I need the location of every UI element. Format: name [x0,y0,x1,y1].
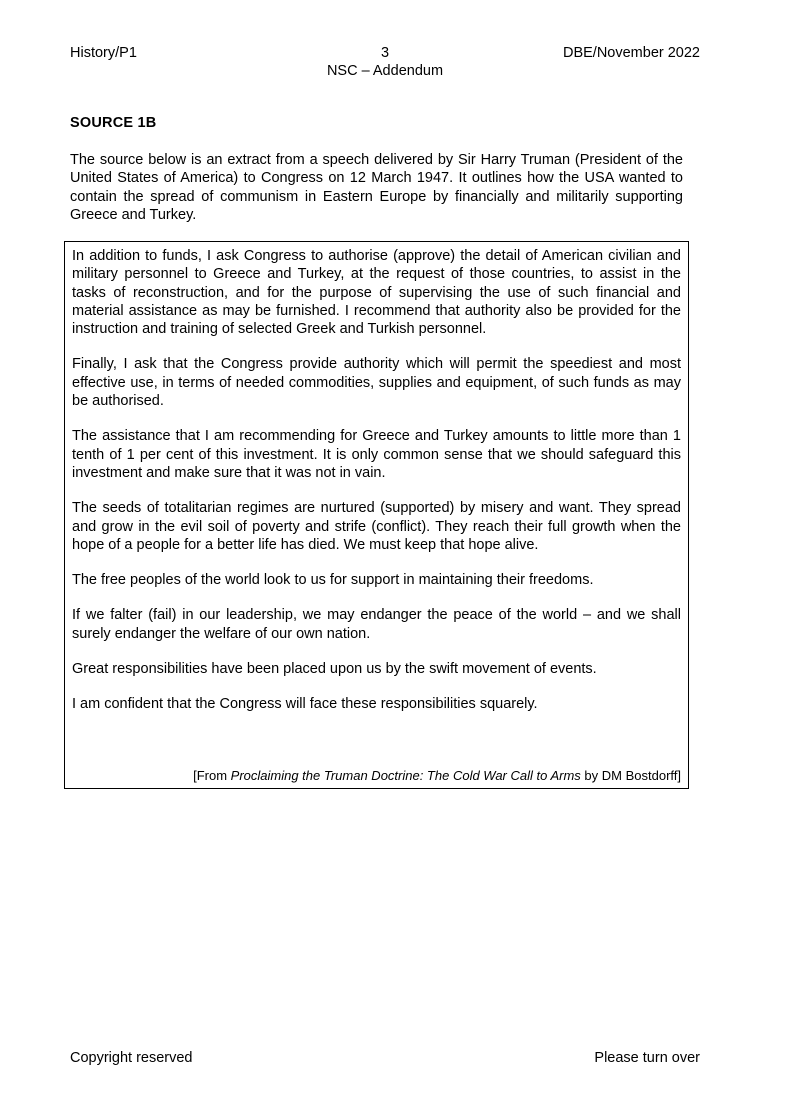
page-header [70,44,700,86]
source-paragraph: If we falter (fail) in our leadership, we may endanger the peace of the world – and we shall surely endanger the welfare of our own nation. [72,607,681,642]
source-paragraph: I am confident that the Congress will face these responsibilities squarely. [72,696,538,713]
attribution-book-title: Proclaiming the Truman Doctrine: The Cold War Call to Arms [230,768,581,783]
source-paragraph: The assistance that I am recommending for Greece and Turkey amounts to little more than 1 tenth of 1 per cent of this investment. It is only common sense that we should safeguard this investment and make sure that it was not in vain. [72,428,681,481]
source-paragraph: The seeds of totalitarian regimes are nurtured (supported) by misery and want. They spread and grow in the evil soil of poverty and strife (conflict). They reach their full growth when the hope of a people for a better life has died. We must keep that hope alive. [72,500,681,553]
source-introduction-text: The source below is an extract from a speech delivered by Sir Harry Truman (President of the United States of America) to Congress on 12 March 1947. It outlines how the USA wanted to contain the spread of communism in Eastern Europe by financially and militarily supporting Greece and Turkey. [70,152,683,223]
footer-turn-over-notice: Please turn over [594,1050,700,1066]
header-subject-label: History/P1 [70,45,137,61]
attribution-prefix: [From [193,768,231,783]
header-document-subtitle: NSC – Addendum [326,63,444,79]
page-footer [70,1049,700,1069]
source-attribution [193,767,681,784]
source-heading: SOURCE 1B [70,115,157,131]
source-paragraph: Finally, I ask that the Congress provide authority which will permit the speediest and most effective use, in terms of needed commodities, supplies and equipment, of such funds as may be authorised. [72,356,681,410]
source-paragraph: Great responsibilities have been placed upon us by the swift movement of events. [72,661,597,678]
header-exam-session-label: DBE/November 2022 [562,45,700,61]
page-number: 3 [380,45,390,61]
footer-copyright-notice: Copyright reserved [70,1050,193,1066]
source-paragraph: In addition to funds, I ask Congress to authorise (approve) the detail of American civilian and military personnel to Greece and Turkey, at the request of those countries, to assist in the tasks of reconstruction, and for the purpose of supervising the use of such financial and material assistance as may be furnished. I recommend that authority also be provided for the instruction and training of selected Greek and Turkish personnel. [72,248,681,338]
source-paragraph: The free peoples of the world look to us for support in maintaining their freedoms. [72,572,594,589]
source-extract-box [64,241,689,789]
attribution-suffix: by DM Bostdorff] [580,768,681,783]
